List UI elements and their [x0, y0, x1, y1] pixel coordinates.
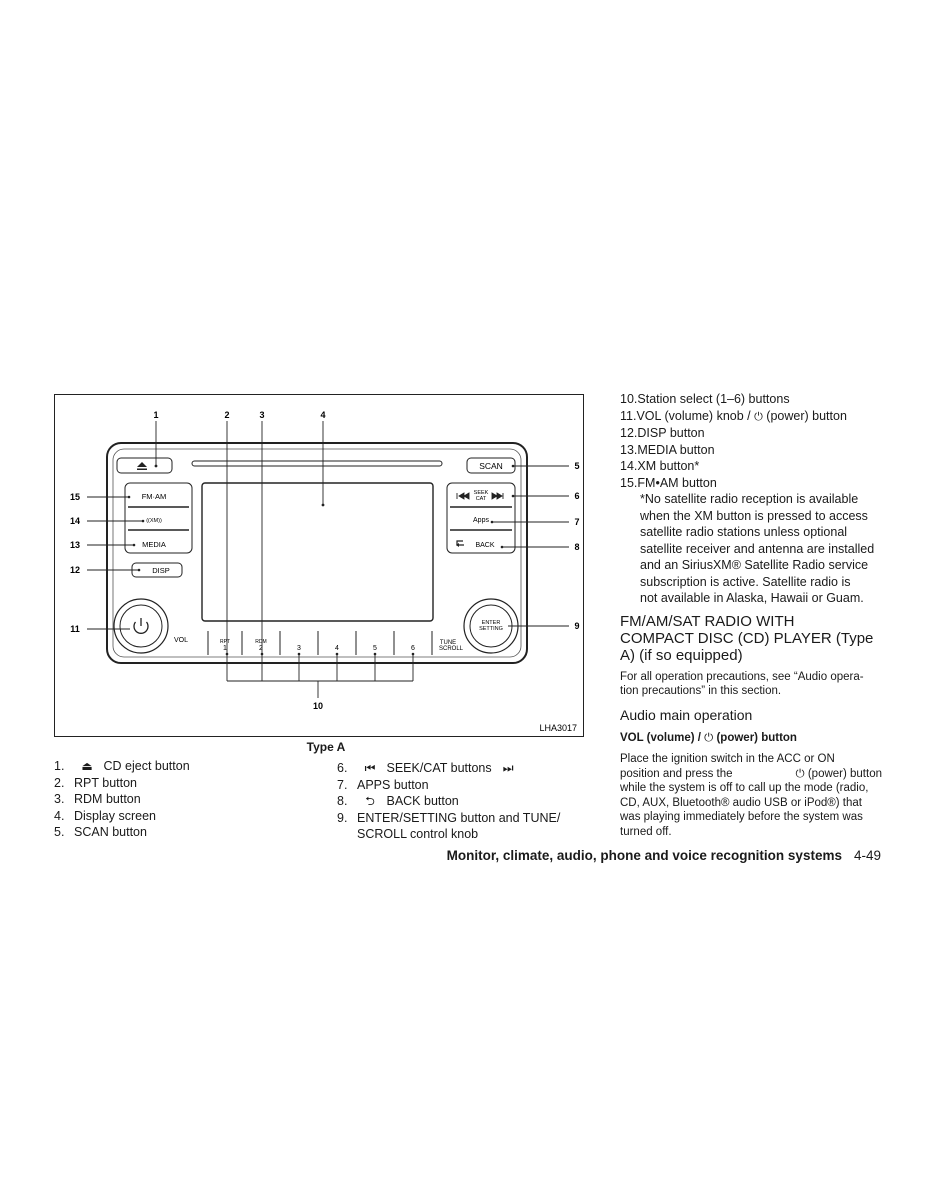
callout-12: 12 — [69, 565, 81, 575]
preset-5-label: 5 — [373, 645, 377, 652]
preset-3-label: 3 — [297, 645, 301, 652]
fm-am-label: FM·AM — [141, 492, 167, 501]
legend-mid — [337, 760, 587, 843]
rdm-label: RDM — [255, 639, 267, 645]
scroll-label: SCROLL — [438, 646, 464, 652]
page-number: 4-49 — [853, 848, 881, 863]
preset-6-label: 6 — [411, 645, 415, 652]
callout-13: 13 — [69, 540, 81, 550]
vol-label: VOL — [173, 637, 189, 644]
list-item: 7. APPS button — [337, 777, 429, 792]
list-item: 9. ENTER/SETTING button and TUNE/ — [337, 810, 561, 825]
cat-label: CAT — [475, 496, 487, 502]
list-item: 6. ⏮ SEEK/CAT buttons ⏭ — [337, 760, 587, 777]
list-item: 1. ⏏ CD eject button — [54, 759, 190, 773]
cd-slot — [192, 461, 442, 466]
power-icon: ⏻ — [704, 731, 714, 744]
callout-3: 3 — [259, 410, 265, 420]
list-item: SCROLL control knob — [357, 827, 479, 841]
setting-label: SETTING — [479, 626, 503, 632]
seek-label: SEEK — [473, 490, 489, 496]
legend-left — [54, 758, 294, 841]
preset-4-label: 4 — [335, 645, 339, 652]
precautions-paragraph: For all operation precautions, see “Audio opera- tion precautions” in this section. — [620, 670, 864, 697]
display-screen — [202, 483, 433, 621]
eject-icon: ⏏ — [81, 759, 93, 773]
callout-4: 4 — [320, 410, 326, 420]
rpt-label: RPT — [220, 639, 230, 645]
list-item: 11.VOL (volume) knob / ⏻ (power) button — [620, 408, 847, 423]
list-item: 14.XM button* — [620, 459, 700, 473]
preset-2-label: 2 — [259, 645, 263, 652]
callout-10: 10 — [312, 701, 324, 711]
callout-14: 14 — [69, 516, 81, 526]
list-item: 4. Display screen — [54, 808, 156, 823]
media-label: MEDIA — [142, 540, 166, 549]
callout-6: 6 — [574, 491, 580, 501]
preset-buttons — [208, 631, 432, 655]
list-item: 13.MEDIA button — [620, 442, 715, 457]
footer-title: Monitor, climate, audio, phone and voice recognition systems — [446, 848, 842, 863]
list-item: 2. RPT button — [54, 775, 138, 790]
preset-1-label: 1 — [223, 645, 227, 652]
callout-11: 11 — [70, 624, 80, 634]
next-track-icon: ⏭ — [502, 761, 514, 775]
right-column — [620, 391, 882, 839]
disp-label: DISP — [152, 566, 170, 575]
callout-5: 5 — [574, 461, 580, 471]
list-item: 10.Station select (1–6) buttons — [620, 392, 790, 406]
list-item: 3. RDM button — [54, 792, 141, 806]
back-label: BACK — [475, 542, 495, 549]
satellite-footnote: *No satellite radio reception is available when the XM button is pressed to access satellite radio stations unless optional satellite receiver and antenna are installed and an SiriusXM® Satellite Radio service subscription is active. Satellite radio is not available in Alaska, Hawaii or Guam. — [640, 492, 875, 605]
list-item: 15.FM•AM button — [620, 475, 717, 490]
prev-track-icon: ⏮ — [364, 761, 376, 775]
apps-label: Apps — [473, 517, 489, 524]
subsection-heading: Audio main operation — [620, 706, 753, 723]
figure-caption: Type A — [306, 740, 346, 754]
power-icon: ⏻ — [754, 410, 763, 423]
scan-label: SCAN — [479, 461, 503, 471]
power-icon: ⏻ — [795, 767, 805, 780]
vol-paragraph: Place the ignition switch in the ACC or ON position and press the ⏻ (power) button while the system is off to call up the mode (radio, CD, AUX, Bluetooth® audio USB or iPod®) that was playing immediately before the system was turned off. — [620, 753, 882, 838]
enter-label: ENTER — [481, 620, 501, 626]
list-item: 12.DISP button — [620, 426, 705, 440]
callout-15: 15 — [69, 492, 81, 502]
list-item: 8. ⮌ BACK button — [337, 794, 459, 808]
callout-7: 7 — [574, 517, 580, 527]
callout-1: 1 — [153, 410, 159, 420]
callout-8: 8 — [574, 542, 580, 552]
xm-label: ((XM)) — [146, 518, 162, 524]
section-heading: FM/AM/SAT RADIO WITH COMPACT DISC (CD) PLAYER (Type A) (if so equipped) — [620, 612, 874, 664]
tune-label: TUNE — [439, 640, 457, 646]
radio-diagram — [55, 395, 583, 736]
back-arrow-icon: ⮌ — [365, 794, 375, 808]
vol-heading: VOL (volume) / ⏻ (power) button — [620, 731, 797, 744]
figure-code: LHA3017 — [539, 723, 577, 733]
page-footer — [447, 848, 881, 863]
callout-2: 2 — [224, 410, 230, 420]
callout-9: 9 — [574, 621, 580, 631]
radio-diagram-figure — [54, 394, 584, 737]
list-item: 5. SCAN button — [54, 825, 147, 839]
